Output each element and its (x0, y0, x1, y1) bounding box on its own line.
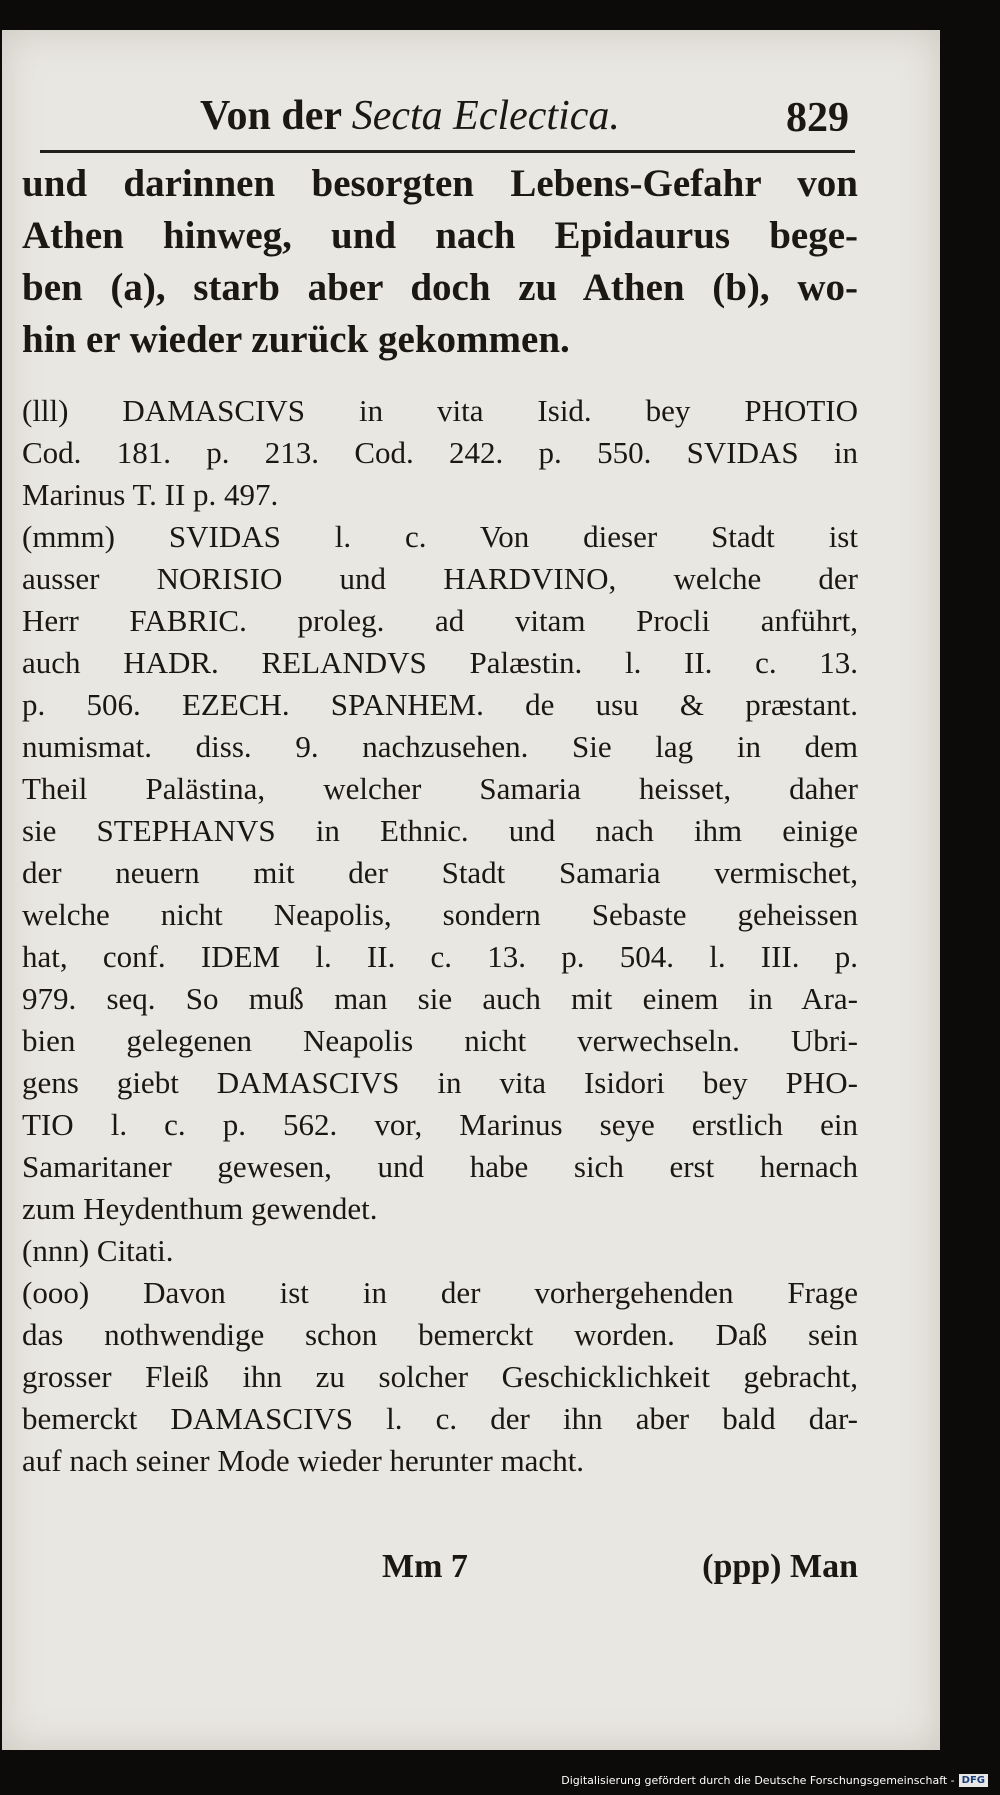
footnote-line: (nnn) Citati. (22, 1233, 174, 1268)
footnote-line: auf nach seiner Mode wieder herunter macht. (22, 1443, 585, 1478)
text-line: Athen hinweg, und nach Epidaurus bege- (22, 214, 858, 257)
footnote-line: auch HADR. RELANDVS Palæstin. l. II. c. 13. (22, 645, 858, 680)
body-text (22, 158, 858, 1482)
footnote-line: bemerckt DAMASCIVS l. c. der ihn aber bald dar- (22, 1401, 858, 1436)
signature-mark: Mm 7 (382, 1548, 468, 1585)
footnote-line: bien gelegenen Neapolis nicht verwechseln. Ubri- (22, 1023, 858, 1058)
footnote-line: (ooo) Davon ist in der vorhergehenden Frage (22, 1275, 858, 1310)
footnote-line: p. 506. EZECH. SPANHEM. de usu & præstant. (22, 687, 858, 722)
footnote-line: Herr FABRIC. proleg. ad vitam Procli anführt, (22, 603, 858, 638)
main-paragraph (22, 158, 858, 366)
footnote-mmm (22, 516, 858, 1230)
footnote-line: TIO l. c. p. 562. vor, Marinus seye erstlich ein (22, 1107, 858, 1142)
page-footer (22, 1548, 858, 1598)
footnote-line: 979. seq. So muß man sie auch mit einem in Ara- (22, 981, 858, 1016)
footnote-ooo (22, 1272, 858, 1482)
footnote-line: ausser NORISIO und HARDVINO, welche der (22, 561, 858, 596)
footnote-line: hat, conf. IDEM l. II. c. 13. p. 504. l. III. p. (22, 939, 858, 974)
footnote-line: Marinus T. II p. 497. (22, 477, 279, 512)
footnote-line: grosser Fleiß ihn zu solcher Geschicklichkeit gebracht, (22, 1359, 858, 1394)
running-title (200, 92, 620, 140)
footnote-line: Cod. 181. p. 213. Cod. 242. p. 550. SVIDAS in (22, 435, 858, 470)
digitization-credit (561, 1774, 988, 1787)
footnote-line: das nothwendige schon bemerckt worden. Daß sein (22, 1317, 858, 1352)
running-title-plain: Von der (200, 93, 352, 139)
footnote-line: numismat. diss. 9. nachzusehen. Sie lag in dem (22, 729, 858, 764)
footnote-line: (lll) DAMASCIVS in vita Isid. bey PHOTIO (22, 393, 858, 428)
credit-text: Digitalisierung gefördert durch die Deutsche Forschungsgemeinschaft - (561, 1774, 955, 1787)
text-line: hin er wieder zurück gekommen. (22, 318, 570, 361)
footnote-line: der neuern mit der Stadt Samaria vermischet, (22, 855, 858, 890)
dfg-logo: DFG (959, 1774, 988, 1787)
footnote-line: Theil Palästina, welcher Samaria heisset, daher (22, 771, 858, 806)
text-line: ben (a), starb aber doch zu Athen (b), wo- (22, 266, 858, 309)
catchword: (ppp) Man (702, 1548, 858, 1585)
footnote-lll (22, 390, 858, 516)
header-rule (40, 150, 855, 153)
footnote-line: zum Heydenthum gewendet. (22, 1191, 378, 1226)
footnote-nnn (22, 1230, 858, 1272)
footnote-line: Samaritaner gewesen, und habe sich erst hernach (22, 1149, 858, 1184)
text-line: und darinnen besorgten Lebens-Gefahr von (22, 162, 858, 205)
footnote-line: welche nicht Neapolis, sondern Sebaste geheissen (22, 897, 858, 932)
footnote-line: sie STEPHANVS in Ethnic. und nach ihm einige (22, 813, 858, 848)
running-title-italic: Secta Eclectica. (351, 93, 620, 139)
footnote-line: gens giebt DAMASCIVS in vita Isidori bey PHO- (22, 1065, 858, 1100)
footnote-line: (mmm) SVIDAS l. c. Von dieser Stadt ist (22, 519, 858, 554)
page-header (40, 78, 855, 158)
page-number: 829 (786, 95, 849, 141)
